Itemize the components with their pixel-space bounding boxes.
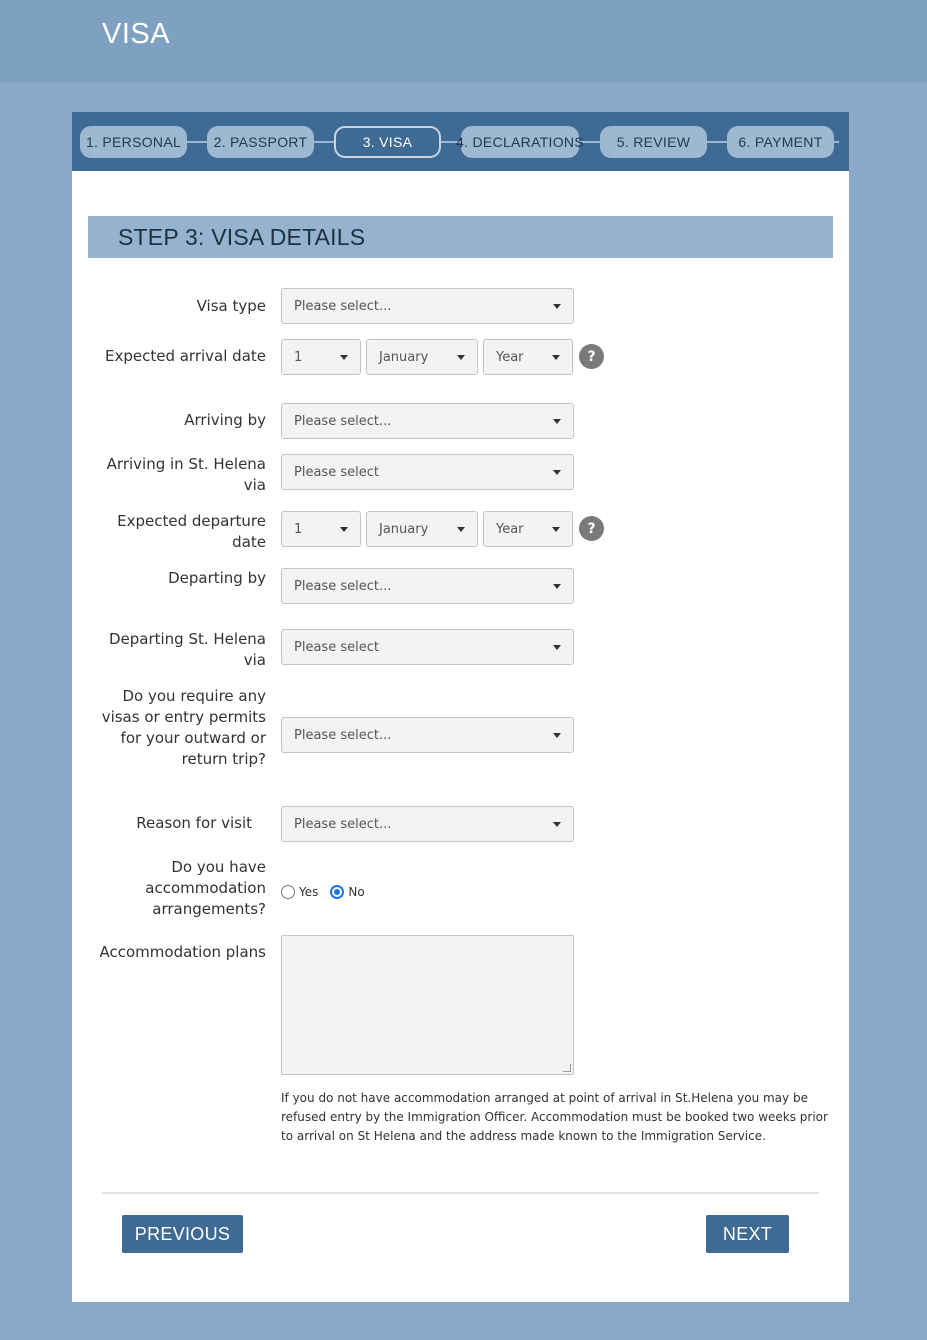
- accommodation-label: Do you have accommodation arrangements?: [145, 858, 266, 918]
- departing-via-select[interactable]: [281, 629, 574, 665]
- chevron-down-icon: [552, 527, 560, 532]
- accommodation-note: If you do not have accommodation arranged at point of arrival in St.Helena you may be refused entry by the Immigration Officer. Accommodation must be booked two weeks prior to arrival on St Helena and the address made known to the Immigration Service.: [281, 1091, 828, 1143]
- section-title: STEP 3: VISA DETAILS: [118, 224, 366, 250]
- departure-year-value: Year: [496, 521, 524, 537]
- arriving-via-value: Please select: [294, 464, 379, 480]
- arriving-via-select[interactable]: [281, 454, 574, 490]
- arrival-day-value: 1: [294, 349, 303, 365]
- step-review[interactable]: 5. REVIEW: [600, 126, 707, 158]
- arriving-by-value: Please select...: [294, 413, 392, 429]
- reason-label: Reason for visit: [136, 814, 252, 832]
- arriving-by-label: Arriving by: [184, 411, 266, 429]
- chevron-down-icon: [553, 645, 561, 650]
- departure-month-value: January: [379, 521, 429, 537]
- chevron-down-icon: [553, 304, 561, 309]
- chevron-down-icon: [553, 470, 561, 475]
- departing-via-value: Please select: [294, 639, 379, 655]
- reason-select[interactable]: [281, 806, 574, 842]
- previous-button[interactable]: PREVIOUS: [122, 1215, 243, 1253]
- chevron-down-icon: [553, 419, 561, 424]
- accommodation-yes-label[interactable]: Yes: [299, 885, 319, 899]
- progress-steps: [72, 112, 849, 171]
- chevron-down-icon: [457, 355, 465, 360]
- visa-type-select[interactable]: [281, 288, 574, 324]
- step-payment[interactable]: 6. PAYMENT: [727, 126, 834, 158]
- arrival-day-select[interactable]: [281, 339, 361, 375]
- accommodation-yes-radio[interactable]: [281, 885, 295, 899]
- page-title: VISA: [102, 18, 171, 50]
- departure-month-select[interactable]: [366, 511, 478, 547]
- accommodation-plans-textarea[interactable]: [281, 935, 574, 1075]
- chevron-down-icon: [457, 527, 465, 532]
- accommodation-no-radio[interactable]: [330, 885, 344, 899]
- form-panel: [72, 112, 849, 1302]
- arrival-year-select[interactable]: [483, 339, 573, 375]
- next-button[interactable]: NEXT: [706, 1215, 789, 1253]
- arrival-month-value: January: [379, 349, 429, 365]
- chevron-down-icon: [340, 527, 348, 532]
- departing-via-label: Departing St. Helena via: [108, 630, 266, 669]
- chevron-down-icon: [552, 355, 560, 360]
- visa-type-value: Please select...: [294, 298, 392, 314]
- departing-by-value: Please select...: [294, 578, 392, 594]
- require-visas-select[interactable]: [281, 717, 574, 753]
- step-personal[interactable]: 1. PERSONAL: [80, 126, 187, 158]
- accommodation-radio-group: [281, 882, 377, 902]
- step-passport[interactable]: 2. PASSPORT: [207, 126, 314, 158]
- section-heading: [88, 216, 833, 258]
- top-bar: [0, 0, 927, 82]
- departure-day-value: 1: [294, 521, 303, 537]
- accommodation-plans-label: Accommodation plans: [99, 943, 266, 961]
- step-visa[interactable]: 3. VISA: [334, 126, 441, 158]
- departure-date-label: Expected departure date: [117, 512, 266, 551]
- step-declarations[interactable]: 4. DECLARATIONS: [461, 126, 579, 158]
- divider: [102, 1192, 819, 1194]
- reason-value: Please select...: [294, 816, 392, 832]
- help-icon[interactable]: ?: [579, 344, 604, 369]
- arrival-date-label: Expected arrival date: [104, 347, 266, 365]
- arrival-year-value: Year: [496, 349, 524, 365]
- arriving-via-label: Arriving in St. Helena via: [106, 455, 266, 494]
- chevron-down-icon: [553, 733, 561, 738]
- departing-by-select[interactable]: [281, 568, 574, 604]
- departing-by-label: Departing by: [168, 569, 266, 587]
- departure-year-select[interactable]: [483, 511, 573, 547]
- accommodation-no-label[interactable]: No: [348, 885, 365, 899]
- chevron-down-icon: [340, 355, 348, 360]
- help-icon[interactable]: ?: [579, 516, 604, 541]
- arrival-month-select[interactable]: [366, 339, 478, 375]
- visa-type-label: Visa type: [196, 297, 266, 315]
- chevron-down-icon: [553, 584, 561, 589]
- require-visas-label: Do you require any visas or entry permits for your outward or return trip?: [101, 687, 266, 768]
- departure-day-select[interactable]: [281, 511, 361, 547]
- resize-grip-icon[interactable]: [563, 1064, 571, 1072]
- arriving-by-select[interactable]: [281, 403, 574, 439]
- chevron-down-icon: [553, 822, 561, 827]
- require-visas-value: Please select...: [294, 727, 392, 743]
